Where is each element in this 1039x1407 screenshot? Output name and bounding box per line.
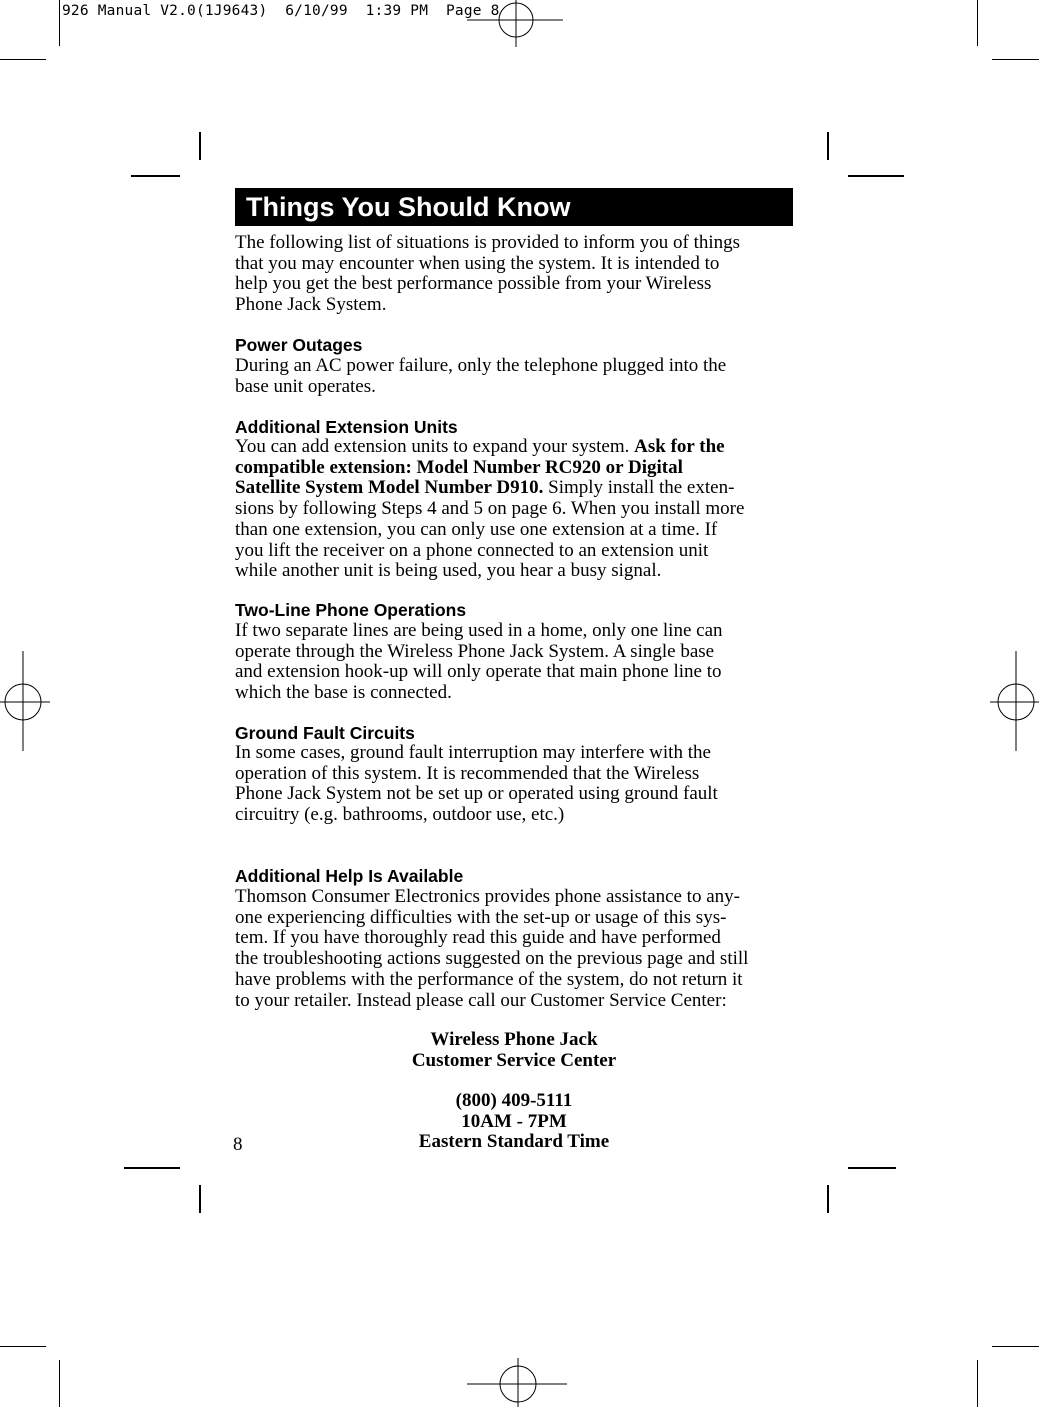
text-fragment: Simply install the exten- <box>543 477 735 499</box>
section-body-power-outages <box>235 356 795 397</box>
text-line: one experiencing difficulties with the set-up or usage of this sys- <box>235 906 727 928</box>
text-fragment: You can add extension units to expand your system. <box>235 436 635 457</box>
trim-mark-bottom-right-horizontal <box>848 1167 896 1169</box>
trim-mark-bottom-left-vertical <box>199 1185 201 1213</box>
text-line: In some cases, ground fault interruption may interfere with the <box>235 742 711 763</box>
crop-mark-top-left-vertical <box>59 0 60 46</box>
trim-mark-top-left-horizontal <box>131 175 180 177</box>
crop-mark-bottom-right-vertical <box>977 1360 978 1407</box>
crop-mark-bottom-left-horizontal <box>0 1346 46 1347</box>
service-timezone: Eastern Standard Time <box>418 1131 610 1153</box>
text-line: you lift the receiver on a phone connected to an extension unit <box>235 539 709 561</box>
text-line: sions by following Steps 4 and 5 on page 6. When you install more <box>235 498 745 520</box>
trim-mark-bottom-left-horizontal <box>124 1167 180 1169</box>
print-slug: 926 Manual V2.0(1J9643) 6/10/99 1:39 PM Page 8 <box>62 3 500 19</box>
crop-mark-top-right-vertical <box>977 0 978 46</box>
text-line: while another unit is being used, you hear a busy signal. <box>235 560 662 582</box>
crop-mark-bottom-right-horizontal <box>992 1346 1039 1347</box>
service-hours: 10AM - 7PM <box>461 1110 567 1132</box>
section-body-additional-help <box>235 887 795 1011</box>
section-body-additional-extension-units <box>235 437 795 582</box>
registration-mark-right-icon <box>990 651 1039 751</box>
text-line: to your retailer. Instead please call our Customer Service Center: <box>235 989 727 1011</box>
text-line: Phone Jack System not be set up or operated using ground fault <box>235 783 718 805</box>
section-heading-ground-fault-circuits: Ground Fault Circuits <box>235 723 415 743</box>
text-line: help you get the best performance possible from your Wireless <box>235 273 712 295</box>
service-phone-number: (800) 409-5111 <box>455 1090 573 1111</box>
section-body-ground-fault-circuits <box>235 743 795 826</box>
text-line <box>235 478 795 499</box>
emphasis-line: compatible extension: Model Number RC920 or Digital <box>235 456 683 478</box>
text-line: If two separate lines are being used in a home, only one line can <box>235 620 723 641</box>
text-line: operation of this system. It is recommended that the Wireless <box>235 762 700 784</box>
service-center-name-line: Wireless Phone Jack <box>430 1029 598 1050</box>
text-line: During an AC power failure, only the telephone plugged into the <box>235 355 727 376</box>
text-line: that you may encounter when using the system. It is intended to <box>235 252 720 274</box>
crop-mark-top-left-horizontal <box>0 59 46 60</box>
service-center-name <box>364 1030 664 1071</box>
text-line: operate through the Wireless Phone Jack System. A single base <box>235 640 715 662</box>
text-line: tem. If you have thoroughly read this guide and have performed <box>235 927 721 949</box>
text-line: than one extension, you can only use one extension at a time. If <box>235 518 718 540</box>
text-line: and extension hook-up will only operate that main phone line to <box>235 661 722 683</box>
section-heading-additional-extension-units: Additional Extension Units <box>235 417 458 437</box>
section-heading-additional-help: Additional Help Is Available <box>235 866 464 886</box>
text-line: Phone Jack System. <box>235 294 387 316</box>
trim-mark-bottom-right-vertical <box>827 1185 829 1213</box>
registration-mark-left-icon <box>0 651 50 751</box>
text-line: have problems with the performance of the system, do not return it <box>235 968 743 990</box>
section-body-two-line-phone-operations <box>235 621 795 704</box>
text-line <box>235 437 795 458</box>
registration-mark-bottom-icon <box>467 1358 567 1407</box>
text-line: the troubleshooting actions suggested on the previous page and still <box>235 948 749 970</box>
registration-mark-top-icon <box>467 0 563 48</box>
text-line: circuitry (e.g. bathrooms, outdoor use, etc.) <box>235 804 565 826</box>
crop-mark-top-right-horizontal <box>992 59 1039 60</box>
service-center-name-line: Customer Service Center <box>411 1049 617 1071</box>
service-center-contact <box>364 1091 664 1153</box>
text-line: which the base is connected. <box>235 682 452 704</box>
emphasis-text: Satellite System Model Number D910. <box>235 477 544 499</box>
crop-mark-bottom-left-vertical <box>59 1360 60 1407</box>
section-heading-two-line-phone-operations: Two-Line Phone Operations <box>235 600 467 620</box>
page-title: Things You Should Know <box>246 192 571 222</box>
section-title-bar <box>235 188 793 226</box>
trim-mark-top-right-vertical <box>827 132 829 160</box>
intro-paragraph <box>235 233 795 316</box>
text-line: The following list of situations is provided to inform you of things <box>235 232 741 253</box>
text-line: Thomson Consumer Electronics provides phone assistance to any- <box>235 886 740 907</box>
trim-mark-top-left-vertical <box>199 132 201 160</box>
page-number: 8 <box>233 1134 243 1155</box>
text-line: base unit operates. <box>235 375 376 397</box>
section-heading-power-outages: Power Outages <box>235 335 363 355</box>
trim-mark-top-right-horizontal <box>848 175 904 177</box>
emphasis-text: Ask for the <box>634 436 725 457</box>
